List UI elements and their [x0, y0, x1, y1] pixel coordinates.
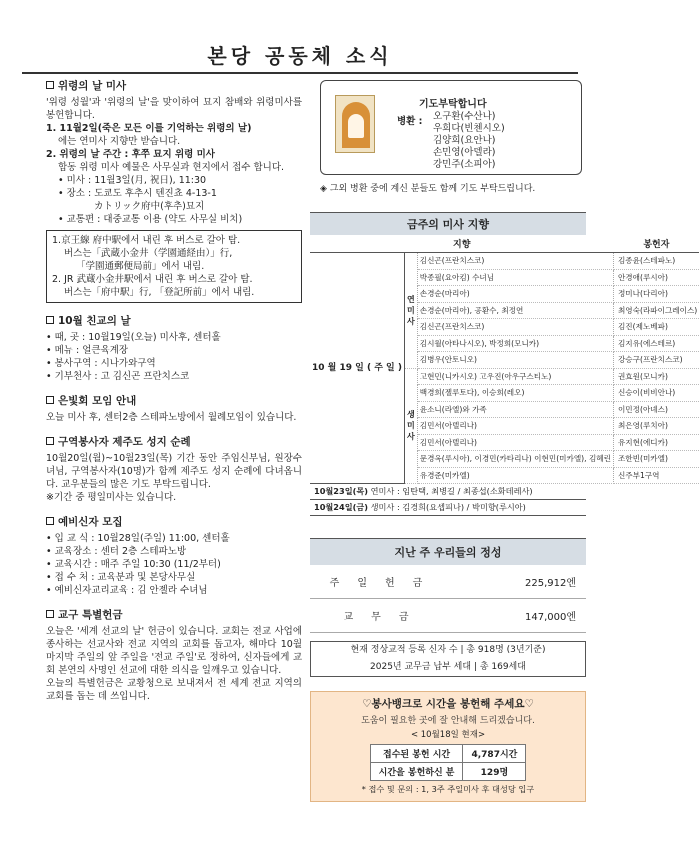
section-heading: 은빛회 모임 안내 — [58, 395, 137, 407]
table-row — [310, 253, 699, 270]
intention-cell: 김민서(아델리나) — [417, 418, 613, 435]
section-heading: 예비신자 모집 — [58, 516, 123, 528]
note-text: ※기간 중 평일미사는 있습니다. — [46, 492, 177, 503]
directions-box — [46, 230, 302, 303]
section-text: '위령 성월'과 '위령의 날'을 맞이하여 묘지 참배와 위령미사를 봉헌합니다. — [46, 97, 302, 121]
section-fellowship-day — [46, 315, 302, 383]
square-bullet-icon — [46, 81, 54, 89]
list-item: 에는 연미사 지향만 받습니다. — [58, 136, 181, 147]
offerer-cell: 권효원(모니카) — [613, 368, 699, 385]
list-item: 오구환(수산나) — [433, 111, 496, 122]
mass-intention-table — [310, 235, 699, 484]
mass-group-label: 연미사 — [405, 253, 418, 369]
offerer-cell: 신승이(비비안나) — [613, 385, 699, 402]
intention-cell: 김시월(아타나시오), 박정희(모니카) — [417, 335, 613, 352]
list-item: • 예비신자교리교육 : 김 안젤라 수녀님 — [46, 585, 208, 596]
prayer-names — [433, 111, 505, 171]
intention-cell: 김병우(안토니오) — [417, 352, 613, 369]
list-item: • 입 교 식 : 10월28일(주일) 11:00, 센터홀 — [46, 533, 230, 544]
offerer-cell: 신주부1구역 — [613, 467, 699, 484]
offerer-cell: 유지현(에디카) — [613, 434, 699, 451]
section-text: 오늘의 특별헌금은 교황청으로 보내져서 전 세계 전교 지역의 교회를 돕는 데 쓰입니다. — [46, 678, 302, 702]
list-item: 손민영(아델라) — [433, 147, 496, 158]
section-heading: 교구 특별헌금 — [58, 609, 123, 621]
list-item: • 기부천사 : 고 김신곤 프란치스코 — [46, 371, 190, 382]
intention-cell: 백경희(젤루토다), 이승희(레오) — [417, 385, 613, 402]
section-heading: 10월 친교의 날 — [58, 315, 131, 327]
intention-cell: 윤소니(라엘)와 가족 — [417, 401, 613, 418]
offering-row: 주일헌금 225,912엔 — [310, 565, 586, 599]
list-item: • 때, 곳 : 10월19일(오늘) 미사후, 센터홀 — [46, 332, 221, 343]
volunteer-table: 접수된 봉헌 시간 4,787시간 시간을 봉헌하신 분 129명 — [370, 744, 527, 781]
list-item: 버스는「武蔵小金井（学園通経由）」行, — [64, 248, 233, 259]
list-item: カトリック府中(후추)묘지 — [94, 201, 205, 212]
square-bullet-icon — [46, 396, 54, 404]
weekday-mass-row: 10월23일(목) 연미사 : 임탄택, 최병길 / 최종섭(소화데레사) — [310, 484, 586, 500]
right-column — [310, 80, 698, 802]
column-header: 봉헌자 — [613, 235, 699, 253]
list-item: • 교육장소 : 센터 2층 스테파노방 — [46, 546, 187, 557]
list-item: 「学園通郵便局前」에서 내림. — [76, 261, 205, 272]
section-text: 오늘 미사 후, 센터2층 스테파노방에서 월례모임이 있습니다. — [46, 412, 297, 423]
prayer-note: ◈ 그외 병환 중에 계신 분들도 함께 기도 부탁드립니다. — [320, 184, 536, 194]
offering-row: 교무금 147,000엔 — [310, 599, 586, 633]
section-pilgrimage — [46, 436, 302, 504]
offerer-cell: 김진(제노베파) — [613, 319, 699, 336]
intention-cell: 김신곤(프란치스코) — [417, 253, 613, 270]
list-item: • 교육시간 : 매주 주일 10:30 (11/2부터) — [46, 559, 221, 570]
offerer-cell: 안경애(루시아) — [613, 269, 699, 286]
square-bullet-icon — [46, 610, 54, 618]
intention-cell: 문경옥(루시아), 이경민(카타리나) 이현민(미카엘), 김혜린 — [417, 451, 613, 468]
page-title: 본당 공동체 소식 — [207, 44, 393, 68]
offerer-cell: 최은영(루치아) — [613, 418, 699, 435]
prayer-heading: 기도부탁합니다 — [419, 99, 487, 110]
section-silver-club — [46, 395, 302, 424]
section-memorial-mass — [46, 80, 302, 303]
intention-cell: 박종필(요아킴) 수녀님 — [417, 269, 613, 286]
prayer-label: 병환 : — [397, 116, 423, 127]
list-item: 2. JR 武蔵小金井駅에서 내린 후 버스로 갈아 탐. — [52, 274, 253, 285]
offerer-cell: 강승구(프란치스코) — [613, 352, 699, 369]
section-heading: 구역봉사자 제주도 성지 순례 — [58, 436, 191, 448]
intention-cell: 유경준(미카엘) — [417, 467, 613, 484]
list-item: 합동 위령 미사 예물은 사무실과 현지에서 접수 합니다. — [58, 162, 285, 173]
mass-date: 10 월 19 일 ( 주 일 ) — [310, 253, 405, 484]
list-item: 2. 위령의 날 주간 : 후쭈 묘지 위령 미사 — [46, 149, 215, 160]
volunteer-heading: ♡봉사뱅크로 시간을 봉헌해 주세요♡ — [362, 698, 534, 710]
offerer-cell: 조한빈(미카엘) — [613, 451, 699, 468]
offerer-cell: 정미나(다리아) — [613, 286, 699, 303]
list-item: • 장소 : 도쿄도 후추시 텐진쵸 4-13-1 — [58, 188, 217, 199]
section-special-collection — [46, 609, 302, 703]
square-bullet-icon — [46, 517, 54, 525]
praying-hands-icon — [335, 95, 375, 153]
square-bullet-icon — [46, 316, 54, 324]
mass-intention-title: 금주의 미사 지향 — [310, 212, 586, 235]
square-bullet-icon — [46, 437, 54, 445]
list-item: 우희다(빈첸시오) — [433, 123, 505, 134]
offerer-cell: 김지유(에스테르) — [613, 335, 699, 352]
weekday-mass-row: 10월24일(금) 생미사 : 김경희(요셉피나) / 박미향(루시아) — [310, 500, 586, 516]
list-item: • 메뉴 : 얼큰육계장 — [46, 345, 129, 356]
column-header: 지향 — [310, 235, 613, 253]
intention-cell: 김신곤(프란치스코) — [417, 319, 613, 336]
intention-cell: 김민서(아델리나) — [417, 434, 613, 451]
section-text: 오늘은 '세계 선교의 날' 헌금이 있습니다. 교회는 전교 사업에 종사하는 선교사와 전교 지역의 교회를 돕고자, 해마다 10월 마지막 주일의 앞 주일을 '전교 주일'로 정하여, 신자들에게 교회 본연의 사명인 선교에 대한 의식을 일깨우고 있습니다. — [46, 626, 302, 676]
section-heading: 위령의 날 미사 — [58, 80, 127, 92]
list-item: 1. 11월2일(죽은 모든 이를 기억하는 위령의 날) — [46, 123, 252, 134]
list-item: • 교통편 : 대중교통 이용 (약도 사무실 비치) — [58, 214, 243, 225]
prayer-request-box — [320, 80, 582, 175]
parish-stats-box: 현재 정상교적 등록 신자 수 | 총 918명 (3년기준) 2025년 교무금 납부 세대 | 총 169세대 — [310, 641, 586, 677]
list-item: 김양희(요안나) — [433, 135, 496, 146]
list-item: 버스는「府中駅」行, 「登記所前」에서 내림. — [64, 287, 255, 298]
list-item: • 접 수 처 : 교육분과 및 본당사무실 — [46, 572, 196, 583]
intention-cell: 손경순(마리아), 공환수, 최정연 — [417, 302, 613, 319]
list-item: • 미사 : 11월3일(月, 祝日), 11:30 — [58, 175, 207, 186]
list-item: • 봉사구역 : 시나가와구역 — [46, 358, 156, 369]
section-catechumen — [46, 516, 302, 597]
left-column — [46, 80, 302, 715]
title-divider — [22, 72, 578, 74]
offerer-cell: 김종윤(스테파노) — [613, 253, 699, 270]
mass-group-label: 생미사 — [405, 368, 418, 484]
list-item: 강민주(소피아) — [433, 159, 496, 170]
list-item: 1.京王線 府中駅에서 내린 후 버스로 갈아 탐. — [52, 235, 241, 246]
offering-title: 지난 주 우리들의 정성 — [310, 538, 586, 565]
intention-cell: 고현민(니카시오) 고우진(아우구스티노) — [417, 368, 613, 385]
volunteer-bank-box: ♡봉사뱅크로 시간을 봉헌해 주세요♡ 도움이 필요한 곳에 잘 안내해 드리겠습니다. < 10월18일 현재> 접수된 봉헌 시간 4,787시간 시간을 봉헌하신 분 129명 * 접수 및 문의 : 1, 3주 주일미사 후 대성당 입구 — [310, 691, 586, 802]
section-text: 10월20일(월)~10월23일(목) 기간 동안 주임신부님, 원장수녀님, 구역봉사자(10명)가 함께 제주도 성지 순례에 다녀옵니다. 교우분들의 많은 기도 부탁드립니다. — [46, 453, 302, 490]
offerer-cell: 최영숙(라파이그레이스) — [613, 302, 699, 319]
intention-cell: 손경순(마리아) — [417, 286, 613, 303]
offerer-cell: 이민정(아녜스) — [613, 401, 699, 418]
